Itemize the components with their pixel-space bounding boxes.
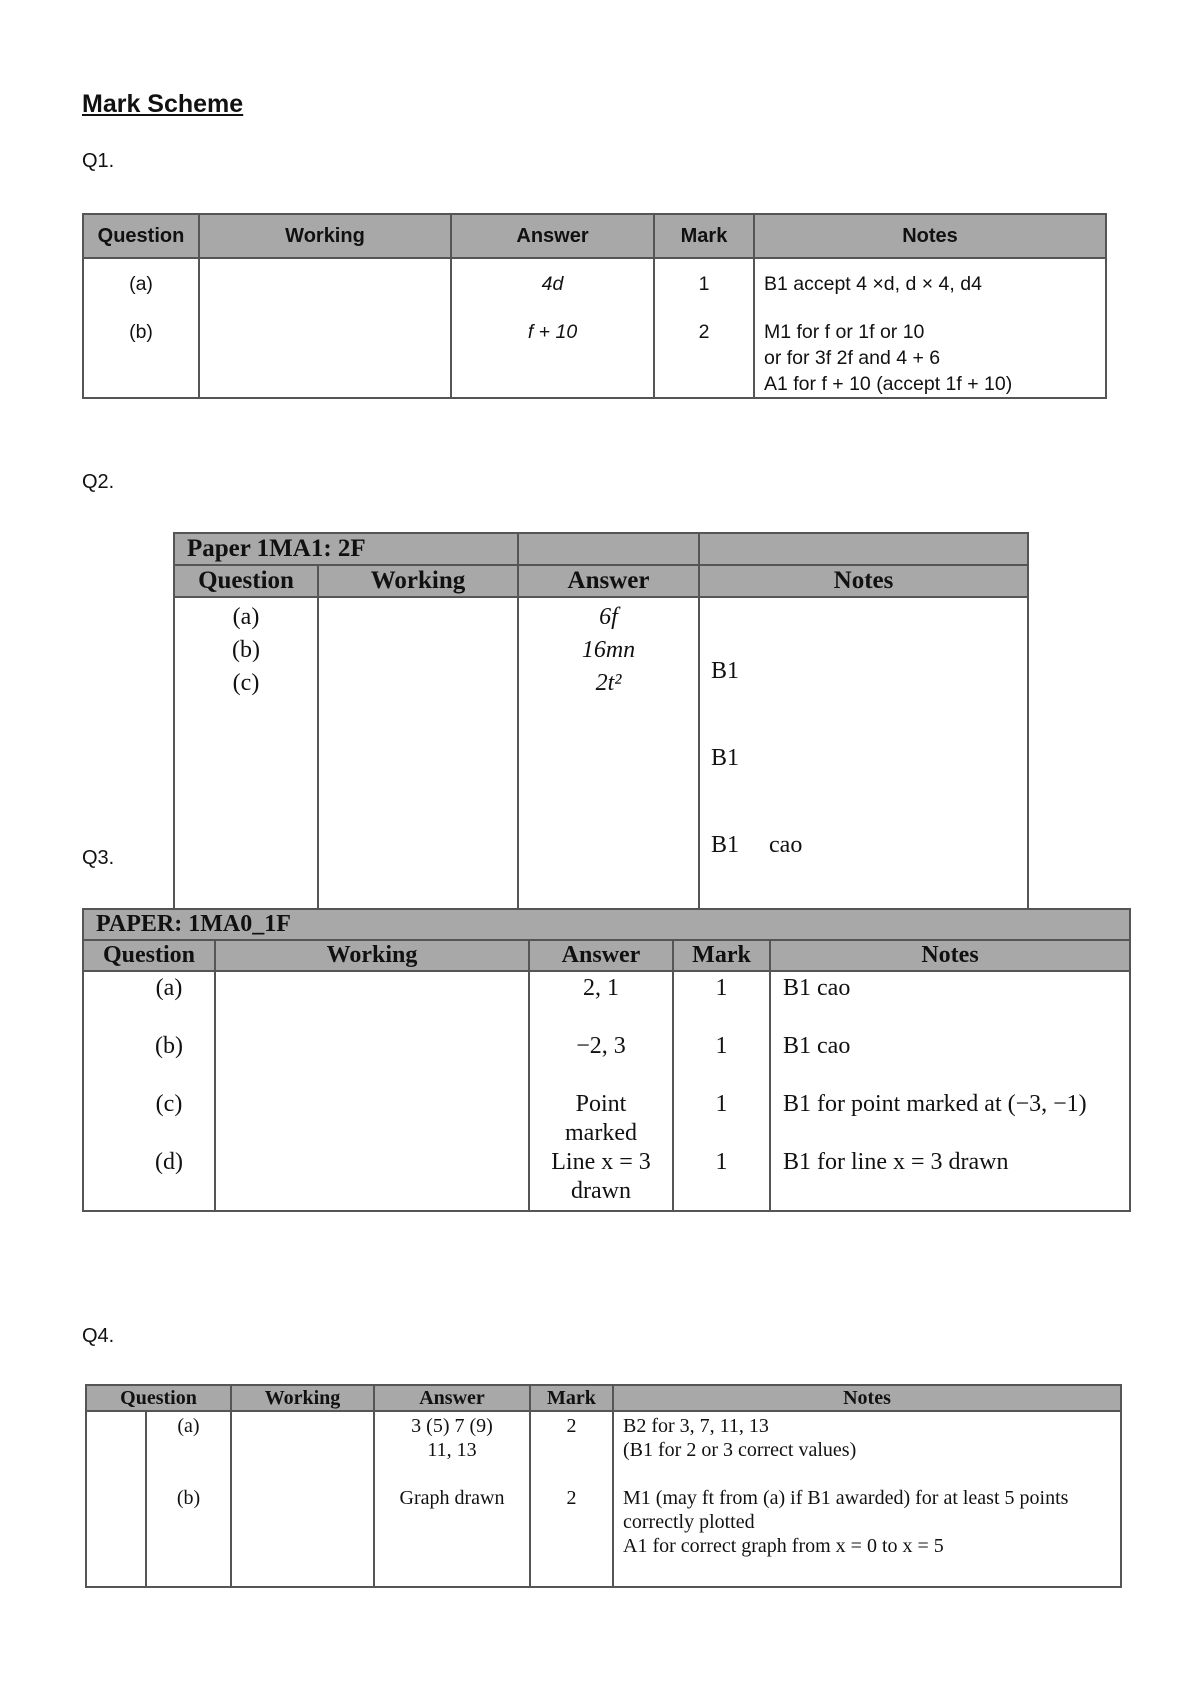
q4-note: M1 (may ft from (a) if B1 awarded) for at least 5 points [623,1487,1069,1509]
q4-header-working: Working [231,1385,374,1411]
q3-question-c: (c) [155,1091,183,1117]
q2-paper-row [174,533,1028,565]
q3-answer-d: Line x = 3 drawn [551,1149,651,1204]
q3-question-a: (a) [155,975,183,1001]
q1-header-question: Question [83,214,199,258]
q4-answer-b: Graph drawn [399,1487,505,1509]
question-label-q3: Q3. [82,847,115,869]
q2-question-cell [174,597,318,917]
q2-answer-cell [518,597,699,917]
q4-mark-a: 2 [566,1415,577,1437]
q4-working-cell [231,1411,374,1587]
q3-note: B1 for line x = 3 drawn [783,1149,1009,1175]
q1-note: M1 for f or 1f or 10 [764,321,925,343]
question-label-q2: Q2. [82,471,115,493]
q4-header-answer: Answer [374,1385,530,1411]
q3-answer-a: 2, 1 [583,975,619,1001]
q4-question-cell [146,1411,231,1587]
q1-answer-a: 4d [541,273,564,295]
q1-notes-cell [754,258,1106,398]
q2-header-notes: Notes [699,565,1028,597]
q2-mark-table [173,532,1029,918]
q4-header-question: Question [86,1385,231,1411]
q2-question-c: (c) [232,670,260,696]
q4-note: B2 for 3, 7, 11, 13 [623,1415,769,1437]
q2-answer-c: 2t² [595,670,622,696]
q1-question-cell [83,258,199,398]
q3-question-d: (d) [155,1149,183,1175]
q1-answer-b: f + 10 [527,321,578,343]
q3-working-cell [215,971,529,1211]
q2-note: B1 cao [711,832,803,858]
q1-note: B1 accept 4 ×d, d × 4, d4 [764,273,982,295]
q3-header-question: Question [83,940,215,971]
q3-paper-row [83,909,1130,940]
q2-note: B1 [711,658,740,684]
q4-answer-cell [374,1411,530,1587]
q3-answer-cell [529,971,673,1211]
q3-note: B1 cao [783,975,851,1001]
q1-body-row [83,258,1106,398]
question-label-q4: Q4. [82,1325,115,1347]
q1-note: A1 for f + 10 (accept 1f + 10) [764,373,1013,395]
q3-mark-table [82,908,1131,1212]
q2-answer-b: 16mn [581,637,636,663]
q1-mark-a: 1 [698,273,710,295]
q3-header-row [83,940,1130,971]
q1-answer-cell [451,258,654,398]
q3-question-cell [83,971,215,1211]
q1-mark-table [82,213,1107,399]
q4-answer-a-line2: 11, 13 [427,1439,477,1461]
q2-blank-header [518,533,699,565]
q4-notes-cell [613,1411,1121,1587]
q1-question-a: (a) [129,273,153,295]
q2-blank-header [699,533,1028,565]
q3-header-notes: Notes [770,940,1130,971]
q1-header-mark: Mark [654,214,754,258]
q3-question-b: (b) [155,1033,183,1059]
q4-note: correctly plotted [623,1511,755,1533]
q2-note: B1 [711,745,740,771]
q3-body-row [83,971,1130,1211]
q4-header-notes: Notes [613,1385,1121,1411]
q4-mark-b: 2 [566,1487,577,1509]
q3-mark-d: 1 [715,1149,728,1175]
q3-notes-cell [770,971,1130,1211]
q1-header-row [83,214,1106,258]
q2-paper-title: Paper 1MA1: 2F [174,533,518,565]
q3-answer-b: −2, 3 [576,1033,626,1059]
q1-working-cell [199,258,451,398]
q1-header-answer: Answer [451,214,654,258]
q3-mark-a: 1 [715,975,728,1001]
q4-note: (B1 for 2 or 3 correct values) [623,1439,857,1461]
q2-header-answer: Answer [518,565,699,597]
q4-mark-table [85,1384,1122,1588]
q3-header-mark: Mark [673,940,770,971]
q1-header-working: Working [199,214,451,258]
q2-answer-a: 6f [599,604,618,630]
q3-mark-c: 1 [715,1091,728,1117]
q3-mark-b: 1 [715,1033,728,1059]
q3-answer-c: Point marked [565,1091,637,1146]
q3-note: B1 cao [783,1033,851,1059]
q4-answer-a-line1: 3 (5) 7 (9) [411,1415,493,1437]
q2-header-question: Question [174,565,318,597]
q4-body-row [86,1411,1121,1587]
q1-note: or for 3f 2f and 4 + 6 [764,347,941,369]
page-title: Mark Scheme [82,90,244,118]
q2-header-row [174,565,1028,597]
q4-header-mark: Mark [530,1385,613,1411]
q4-mark-cell [530,1411,613,1587]
q1-mark-cell [654,258,754,398]
q2-notes-cell [699,597,1028,917]
q1-question-b: (b) [129,321,153,343]
q3-paper-title: PAPER: 1MA0_1F [83,909,1130,940]
q1-mark-b: 2 [698,321,710,343]
q3-note: B1 for point marked at (−3, −1) [783,1091,1087,1117]
question-label-q1: Q1. [82,150,115,172]
q3-mark-cell [673,971,770,1211]
q4-header-row [86,1385,1121,1411]
q4-number-cell [86,1411,146,1587]
q3-header-answer: Answer [529,940,673,971]
q2-header-working: Working [318,565,518,597]
q3-header-working: Working [215,940,529,971]
q2-question-a: (a) [232,604,260,630]
q4-question-a: (a) [177,1415,200,1437]
q2-question-b: (b) [232,637,260,663]
q1-header-notes: Notes [754,214,1106,258]
q2-working-cell [318,597,518,917]
q2-body-row [174,597,1028,917]
q4-note: A1 for correct graph from x = 0 to x = 5 [623,1535,944,1557]
q4-question-b: (b) [176,1487,201,1509]
